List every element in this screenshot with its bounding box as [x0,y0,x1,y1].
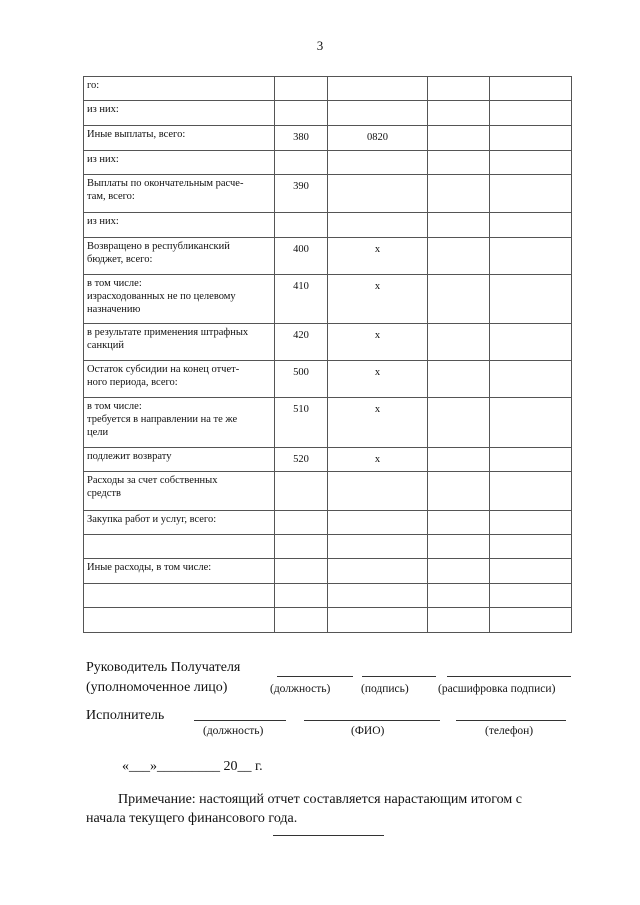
row-line-number [275,101,328,126]
row-code [328,101,428,126]
row-value-2 [490,584,572,608]
row-value-1 [428,448,490,472]
row-value-2 [490,448,572,472]
footnote: Примечание: настоящий отчет составляется нарастающим итогом с начала текущего финансового года. [86,792,522,826]
row-label: из них: [84,151,275,175]
row-value-1 [428,77,490,101]
row-label: Остаток субсидии на конец отчет- ного периода, всего: [84,361,275,398]
row-label [84,535,275,559]
row-line-number [275,608,328,633]
head-signature-caption: (подпись) [361,683,409,695]
row-value-1 [428,535,490,559]
row-value-2 [490,511,572,535]
table-row [84,448,572,472]
row-value-1 [428,608,490,633]
row-line-number [275,77,328,101]
executor-label: Исполнитель [86,708,165,723]
row-code: x [328,398,428,448]
head-sublabel: (уполномоченное лицо) [86,680,228,695]
table-row [84,238,572,275]
table-row [84,559,572,584]
row-code: 0820 [328,126,428,151]
row-label: Выплаты по окончательным расче- там, всего: [84,175,275,213]
row-code [328,535,428,559]
row-line-number: 410 [275,275,328,324]
table-row [84,151,572,175]
table-row [84,175,572,213]
table-row [84,213,572,238]
row-label: Возвращено в республиканский бюджет, всего: [84,238,275,275]
row-value-2 [490,472,572,511]
row-line-number [275,151,328,175]
row-value-2 [490,238,572,275]
row-value-2 [490,398,572,448]
table-row [84,324,572,361]
row-code: x [328,324,428,361]
row-value-2 [490,559,572,584]
row-value-2 [490,275,572,324]
executor-position-line [194,720,286,721]
row-label: подлежит возврату [84,448,275,472]
row-code [328,608,428,633]
row-value-1 [428,472,490,511]
table-row [84,77,572,101]
row-value-2 [490,213,572,238]
date-line: «___»_________ 20__ г. [122,759,263,774]
row-label: Расходы за счет собственных средств [84,472,275,511]
row-value-1 [428,324,490,361]
table-row [84,275,572,324]
row-value-2 [490,101,572,126]
table-row [84,101,572,126]
row-value-2 [490,361,572,398]
row-value-1 [428,559,490,584]
row-value-2 [490,77,572,101]
row-code [328,584,428,608]
row-value-1 [428,126,490,151]
row-line-number: 420 [275,324,328,361]
report-table [83,76,572,633]
row-value-1 [428,275,490,324]
row-value-1 [428,175,490,213]
head-signature-line [362,676,436,677]
row-label [84,608,275,633]
head-decoding-caption: (расшифровка подписи) [438,683,556,695]
table-row [84,361,572,398]
row-label: Иные выплаты, всего: [84,126,275,151]
row-line-number [275,213,328,238]
row-value-1 [428,398,490,448]
row-line-number: 400 [275,238,328,275]
row-label: Иные расходы, в том числе: [84,559,275,584]
table-row [84,584,572,608]
row-code: x [328,448,428,472]
head-position-line [277,676,353,677]
row-value-2 [490,151,572,175]
row-line-number [275,472,328,511]
row-code [328,213,428,238]
row-value-1 [428,101,490,126]
row-value-2 [490,126,572,151]
row-line-number [275,559,328,584]
row-label: го: [84,77,275,101]
head-decoding-line [447,676,571,677]
row-label: из них: [84,213,275,238]
row-value-1 [428,213,490,238]
executor-position-caption: (должность) [203,725,264,737]
row-label: в том числе: требуется в направлении на те же цели [84,398,275,448]
row-code: x [328,238,428,275]
row-line-number [275,511,328,535]
head-label: Руководитель Получателя [86,660,241,675]
row-value-1 [428,238,490,275]
row-value-1 [428,361,490,398]
row-value-1 [428,584,490,608]
executor-name-line [304,720,440,721]
row-label: в том числе: израсходованных не по целевому назначению [84,275,275,324]
row-value-2 [490,324,572,361]
row-value-2 [490,175,572,213]
row-code [328,77,428,101]
row-code [328,175,428,213]
head-position-caption: (должность) [270,683,331,695]
row-value-1 [428,511,490,535]
table-row [84,126,572,151]
row-code: x [328,361,428,398]
row-code: x [328,275,428,324]
row-line-number: 390 [275,175,328,213]
table-row [84,472,572,511]
row-line-number: 380 [275,126,328,151]
executor-name-caption: (ФИО) [351,725,385,737]
row-code [328,472,428,511]
row-line-number: 500 [275,361,328,398]
row-code [328,559,428,584]
row-label [84,584,275,608]
row-line-number [275,535,328,559]
executor-phone-line [456,720,566,721]
row-value-1 [428,151,490,175]
table-row [84,511,572,535]
row-label: из них: [84,101,275,126]
row-label: в результате применения штрафных санкций [84,324,275,361]
row-label: Закупка работ и услуг, всего: [84,511,275,535]
row-code [328,151,428,175]
row-value-2 [490,608,572,633]
table-row [84,535,572,559]
table-row [84,398,572,448]
row-value-2 [490,535,572,559]
end-rule [273,835,384,836]
row-line-number [275,584,328,608]
row-code [328,511,428,535]
executor-phone-caption: (телефон) [485,725,534,737]
row-line-number: 510 [275,398,328,448]
row-line-number: 520 [275,448,328,472]
table-row [84,608,572,633]
page-number: 3 [316,38,324,53]
